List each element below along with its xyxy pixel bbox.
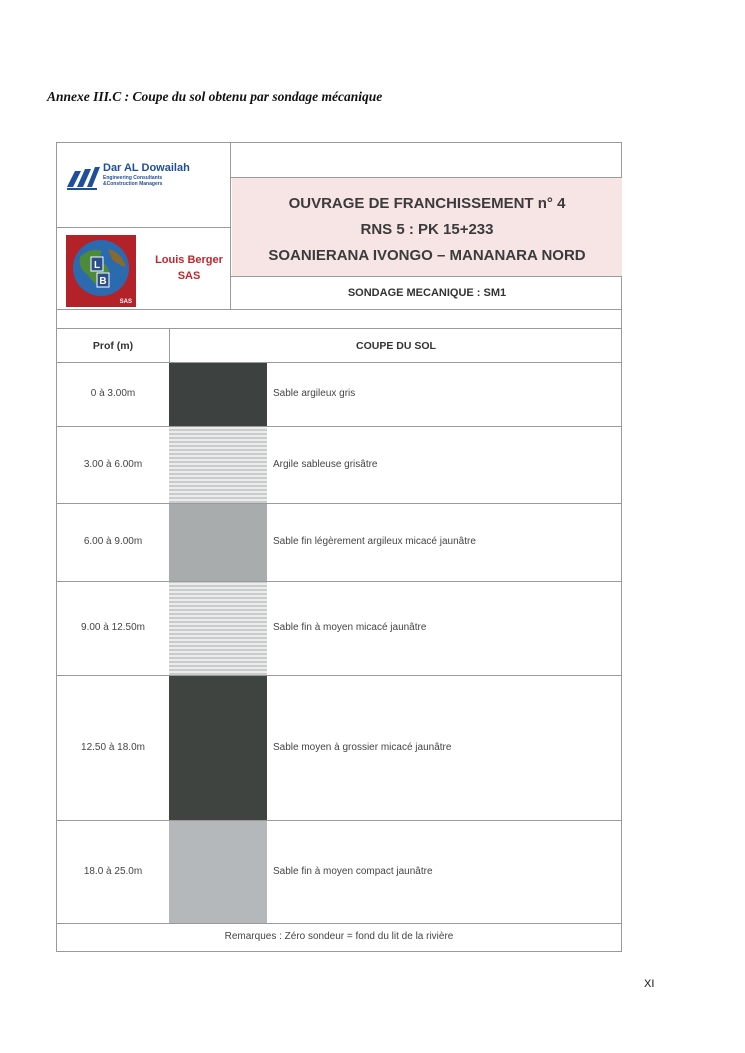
- project-title: [232, 191, 622, 269]
- page-number: XI: [644, 978, 655, 990]
- louis-berger-name: [149, 253, 229, 285]
- layer-description: Sable fin légèrement argileux micacé jaunâtre: [273, 536, 476, 547]
- globe-icon: [66, 235, 136, 307]
- dar-company-subtitle: Engineering Consultants &Construction Managers: [103, 175, 163, 187]
- layer-description: Sable argileux gris: [273, 388, 356, 399]
- lb-badge: SAS: [119, 299, 132, 305]
- layer-depth: 12.50 à 18.0m: [81, 742, 145, 753]
- lb-name-line1: Louis Berger: [155, 254, 223, 266]
- soil-swatch: [169, 427, 267, 503]
- layer-description: Sable fin à moyen compact jaunâtre: [273, 866, 433, 877]
- soil-swatch: [169, 363, 267, 426]
- layer-depth: 3.00 à 6.00m: [83, 459, 143, 470]
- dar-logo-icon: [65, 159, 101, 191]
- layer-depth: 0 à 3.00m: [90, 388, 136, 399]
- lb-letter-b: B: [99, 276, 107, 287]
- soil-swatch: [169, 582, 267, 675]
- annex-title: Annexe III.C : Coupe du sol obtenu par sondage mécanique: [47, 89, 383, 104]
- lb-name-line2: SAS: [177, 269, 201, 282]
- column-header-depth: Prof (m): [92, 340, 134, 352]
- layer-depth: 9.00 à 12.50m: [81, 622, 145, 633]
- soil-swatch: [169, 676, 267, 820]
- louis-berger-logo: [66, 235, 136, 307]
- dar-company-name: Dar AL Dowailah: [103, 162, 190, 174]
- column-header-section: COUPE DU SOL: [356, 340, 436, 352]
- title-line-2: RNS 5 : PK 15+233: [360, 221, 494, 238]
- layer-depth: 18.0 à 25.0m: [83, 866, 143, 877]
- lb-letter-l: L: [93, 260, 101, 271]
- layer-description: Argile sableuse grisâtre: [273, 459, 378, 470]
- title-line-3: SOANIERANA IVONGO – MANANARA NORD: [268, 247, 586, 264]
- layer-description: Sable fin à moyen micacé jaunâtre: [273, 622, 427, 633]
- soil-section-sheet: [56, 142, 622, 952]
- sondage-label: SONDAGE MECANIQUE : SM1: [347, 287, 507, 299]
- soil-swatch: [169, 821, 267, 923]
- dar-al-dowailah-logo: [65, 159, 225, 209]
- layer-description: Sable moyen à grossier micacé jaunâtre: [273, 742, 452, 753]
- layer-depth: 6.00 à 9.00m: [83, 536, 143, 547]
- remark-note: Remarques : Zéro sondeur = fond du lit de la rivière: [224, 931, 454, 942]
- soil-swatch: [169, 504, 267, 581]
- title-line-1: OUVRAGE DE FRANCHISSEMENT n° 4: [288, 195, 566, 212]
